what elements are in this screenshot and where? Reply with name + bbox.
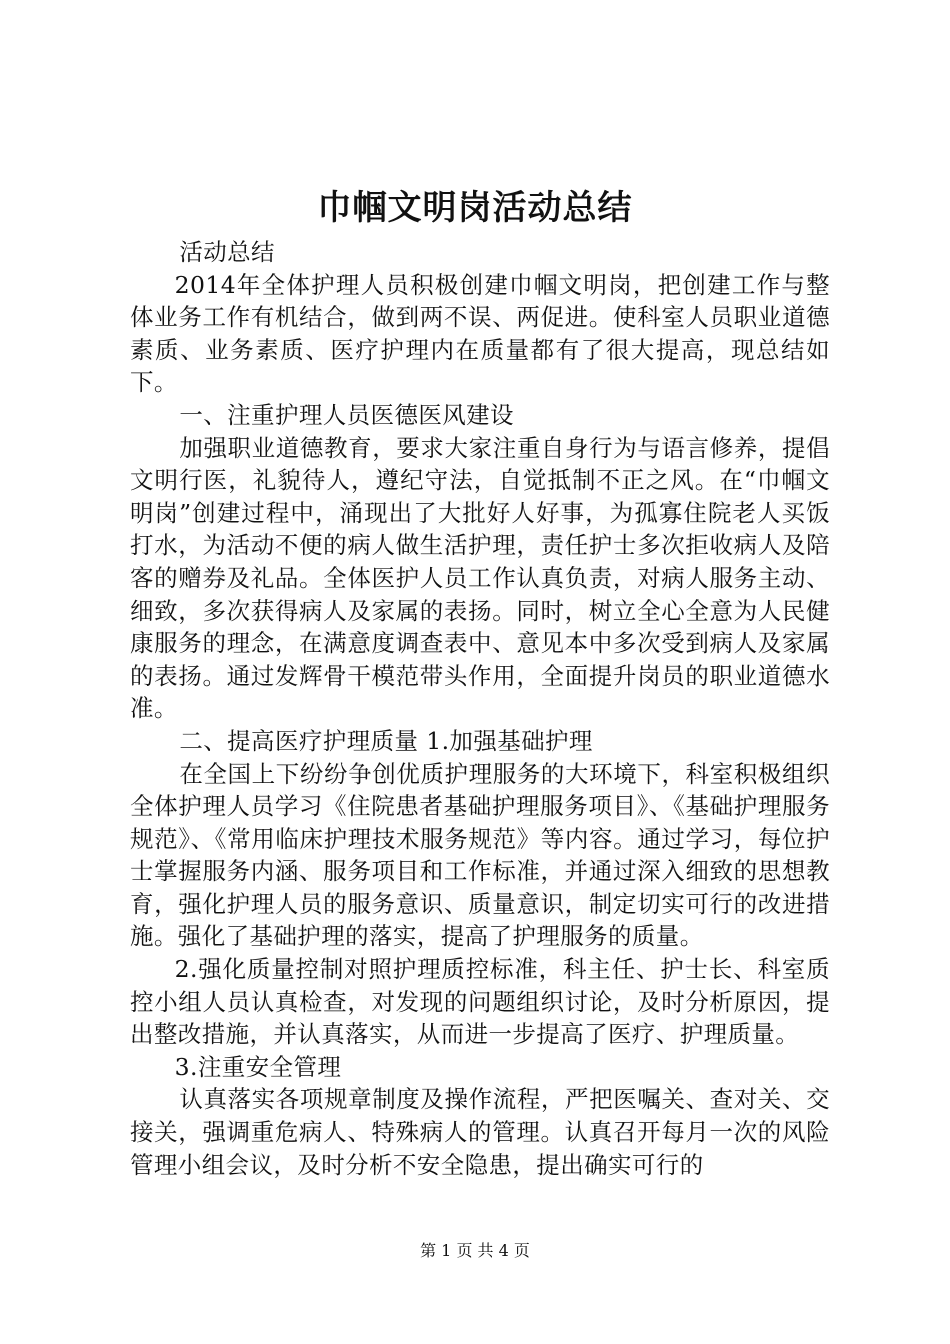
page-number-footer: 第 1 页 共 4 页 xyxy=(420,1241,530,1260)
paragraph-intro: 2014年全体护理人员积极创建巾帼文明岗，把创建工作与整体业务工作有机结合，做到两不误、两促进。使科室人员职业道德素质、业务素质、医疗护理内在质量都有了很大提高，现总结如下。 xyxy=(130,270,830,397)
section-heading-2: 二、提高医疗护理质量 1.加强基础护理 xyxy=(179,726,593,755)
paragraph-section-2-2: 2.强化质量控制对照护理质控标准，科主任、护士长、科室质控小组人员认真检查，对发现的问题组织讨论，及时分析原因，提出整改措施，并认真落实，从而进一步提高了医疗、护理质量。 xyxy=(130,955,830,1049)
section-heading-1: 一、注重护理人员医德医风建设 xyxy=(179,400,514,429)
document-title: 巾帼文明岗活动总结 xyxy=(317,188,633,228)
document-body xyxy=(130,236,830,1181)
paragraph-section-2-3: 认真落实各项规章制度及操作流程，严把医嘱关、查对关、交接关，强调重危病人、特殊病人的管理。认真召开每月一次的风险管理小组会议，及时分析不安全隐患，提出确实可行的 xyxy=(130,1085,830,1179)
paragraph-section-1: 加强职业道德教育，要求大家注重自身行为与语言修养，提倡文明行医，礼貌待人，遵纪守法，自觉抵制不正之风。在“巾帼文明岗”创建过程中，涌现出了大批好人好事，为孤寡住院老人买饭打水，为活动不便的病人做生活护理，责任护士多次拒收病人及陪客的赠券及礼品。全体医护人员工作认真负责，对病人服务主动、细致，多次获得病人及家属的表扬。同时，树立全心全意为人民健康服务的理念，在满意度调查表中、意见本中多次受到病人及家属的表扬。通过发辉骨干模范带头作用，全面提升岗员的职业道德水准。 xyxy=(130,433,830,723)
paragraph-section-2-1: 在全国上下纷纷争创优质护理服务的大环境下，科室积极组织全体护理人员学习《住院患者基础护理服务项目》、《基础护理服务规范》、《常用临床护理技术服务规范》等内容。通过学习，每位护士掌握服务内涵、服务项目和工作标准，并通过深入细致的思想教育，强化护理人员的服务意识、质量意识，制定切实可行的改进措施。强化了基础护理的落实，提高了护理服务的质量。 xyxy=(130,759,830,951)
paragraph-subtitle: 活动总结 xyxy=(179,238,275,266)
section-heading-2-3: 3.注重安全管理 xyxy=(174,1052,342,1081)
